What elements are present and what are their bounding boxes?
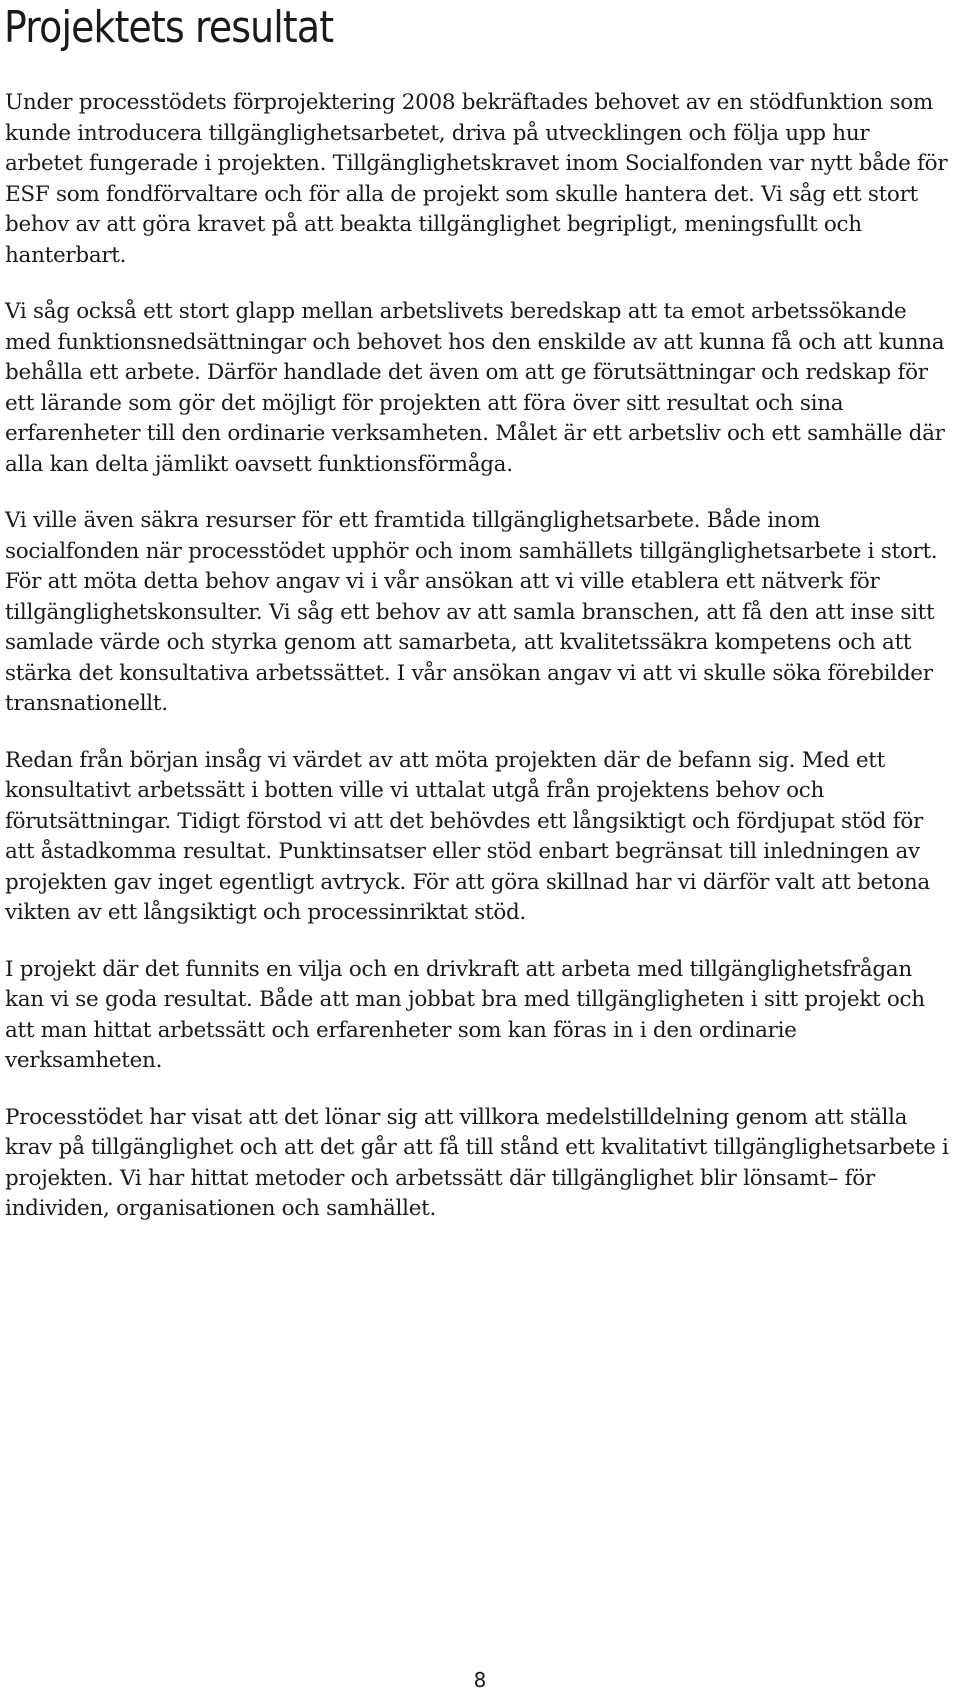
paragraph: Vi ville även säkra resurser för ett framtida tillgänglighetsarbete. Både inom socialfonden när processtödet upphör och inom samhällets tillgänglighetsarbete i stort. För att möta detta behov angav vi i vår ansökan att vi ville etablera ett nätverk för tillgänglighetskonsulter. Vi såg ett behov av att samla branschen, att få den att inse sitt samlade värde och styrka genom att samarbeta, att kvalitetssäkra kompetens och att stärka det konsultativa arbetssättet. I vår ansökan angav vi att vi skulle söka förebilder transnationellt. [5, 508, 938, 716]
paragraph: Processtödet har visat att det lönar sig att villkora medelstilldelning genom att ställa krav på tillgänglighet och att det går att få till stånd ett kvalitativt tillgänglighetsarbete i projekten. Vi har hittat metoder och arbetssätt där tillgänglighet blir lönsamt– för individen, organisationen och samhället. [5, 1104, 949, 1221]
body-text [5, 88, 953, 1251]
page-number: 8 [473, 1668, 487, 1692]
paragraph: I projekt där det funnits en vilja och en drivkraft att arbeta med tillgänglighetsfrågan kan vi se goda resultat. Både att man jobbat bra med tillgängligheten i sitt projekt och att man hittat arbetssätt och erfarenheter som kan föras in i den ordinarie verksamheten. [5, 956, 925, 1073]
paragraph: Redan från början insåg vi värdet av att möta projekten där de befann sig. Med ett konsultativt arbetssätt i botten ville vi uttalat utgå från projektens behov och förutsättningar. Tidigt förstod vi att det behövdes ett långsiktigt och fördjupat stöd för att åstadkomma resultat. Punktinsatser eller stöd enbart begränsat till inledningen av projekten gav inget egentligt avtryck. För att göra skillnad har vi därför valt att betona vikten av ett långsiktigt och processinriktat stöd. [5, 747, 930, 925]
paragraph: Under processtödets förprojektering 2008 bekräftades behovet av en stödfunktion som kunde introducera tillgänglighetsarbetet, driva på utvecklingen och följa upp hur arbetet fungerade i projekten. Tillgänglighetskravet inom Socialfonden var nytt både för ESF som fondförvaltare och för alla de projekt som skulle hantera det. Vi såg ett stort behov av att göra kravet på att beakta tillgänglighet begripligt, meningsfullt och hanterbart. [5, 90, 948, 268]
paragraph: Vi såg också ett stort glapp mellan arbetslivets beredskap att ta emot arbetssökande med funktionsnedsättningar och behovet hos den enskilde av att kunna få och att kunna behålla ett arbete. Därför handlade det även om att ge förutsättningar och redskap för ett lärande som gör det möjligt för projekten att föra över sitt resultat och sina erfarenheter till den ordinarie verksamheten. Målet är ett arbetsliv och ett samhälle där alla kan delta jämlikt oavsett funktionsförmåga. [5, 299, 945, 477]
section-heading: Projektets resultat [4, 2, 334, 53]
